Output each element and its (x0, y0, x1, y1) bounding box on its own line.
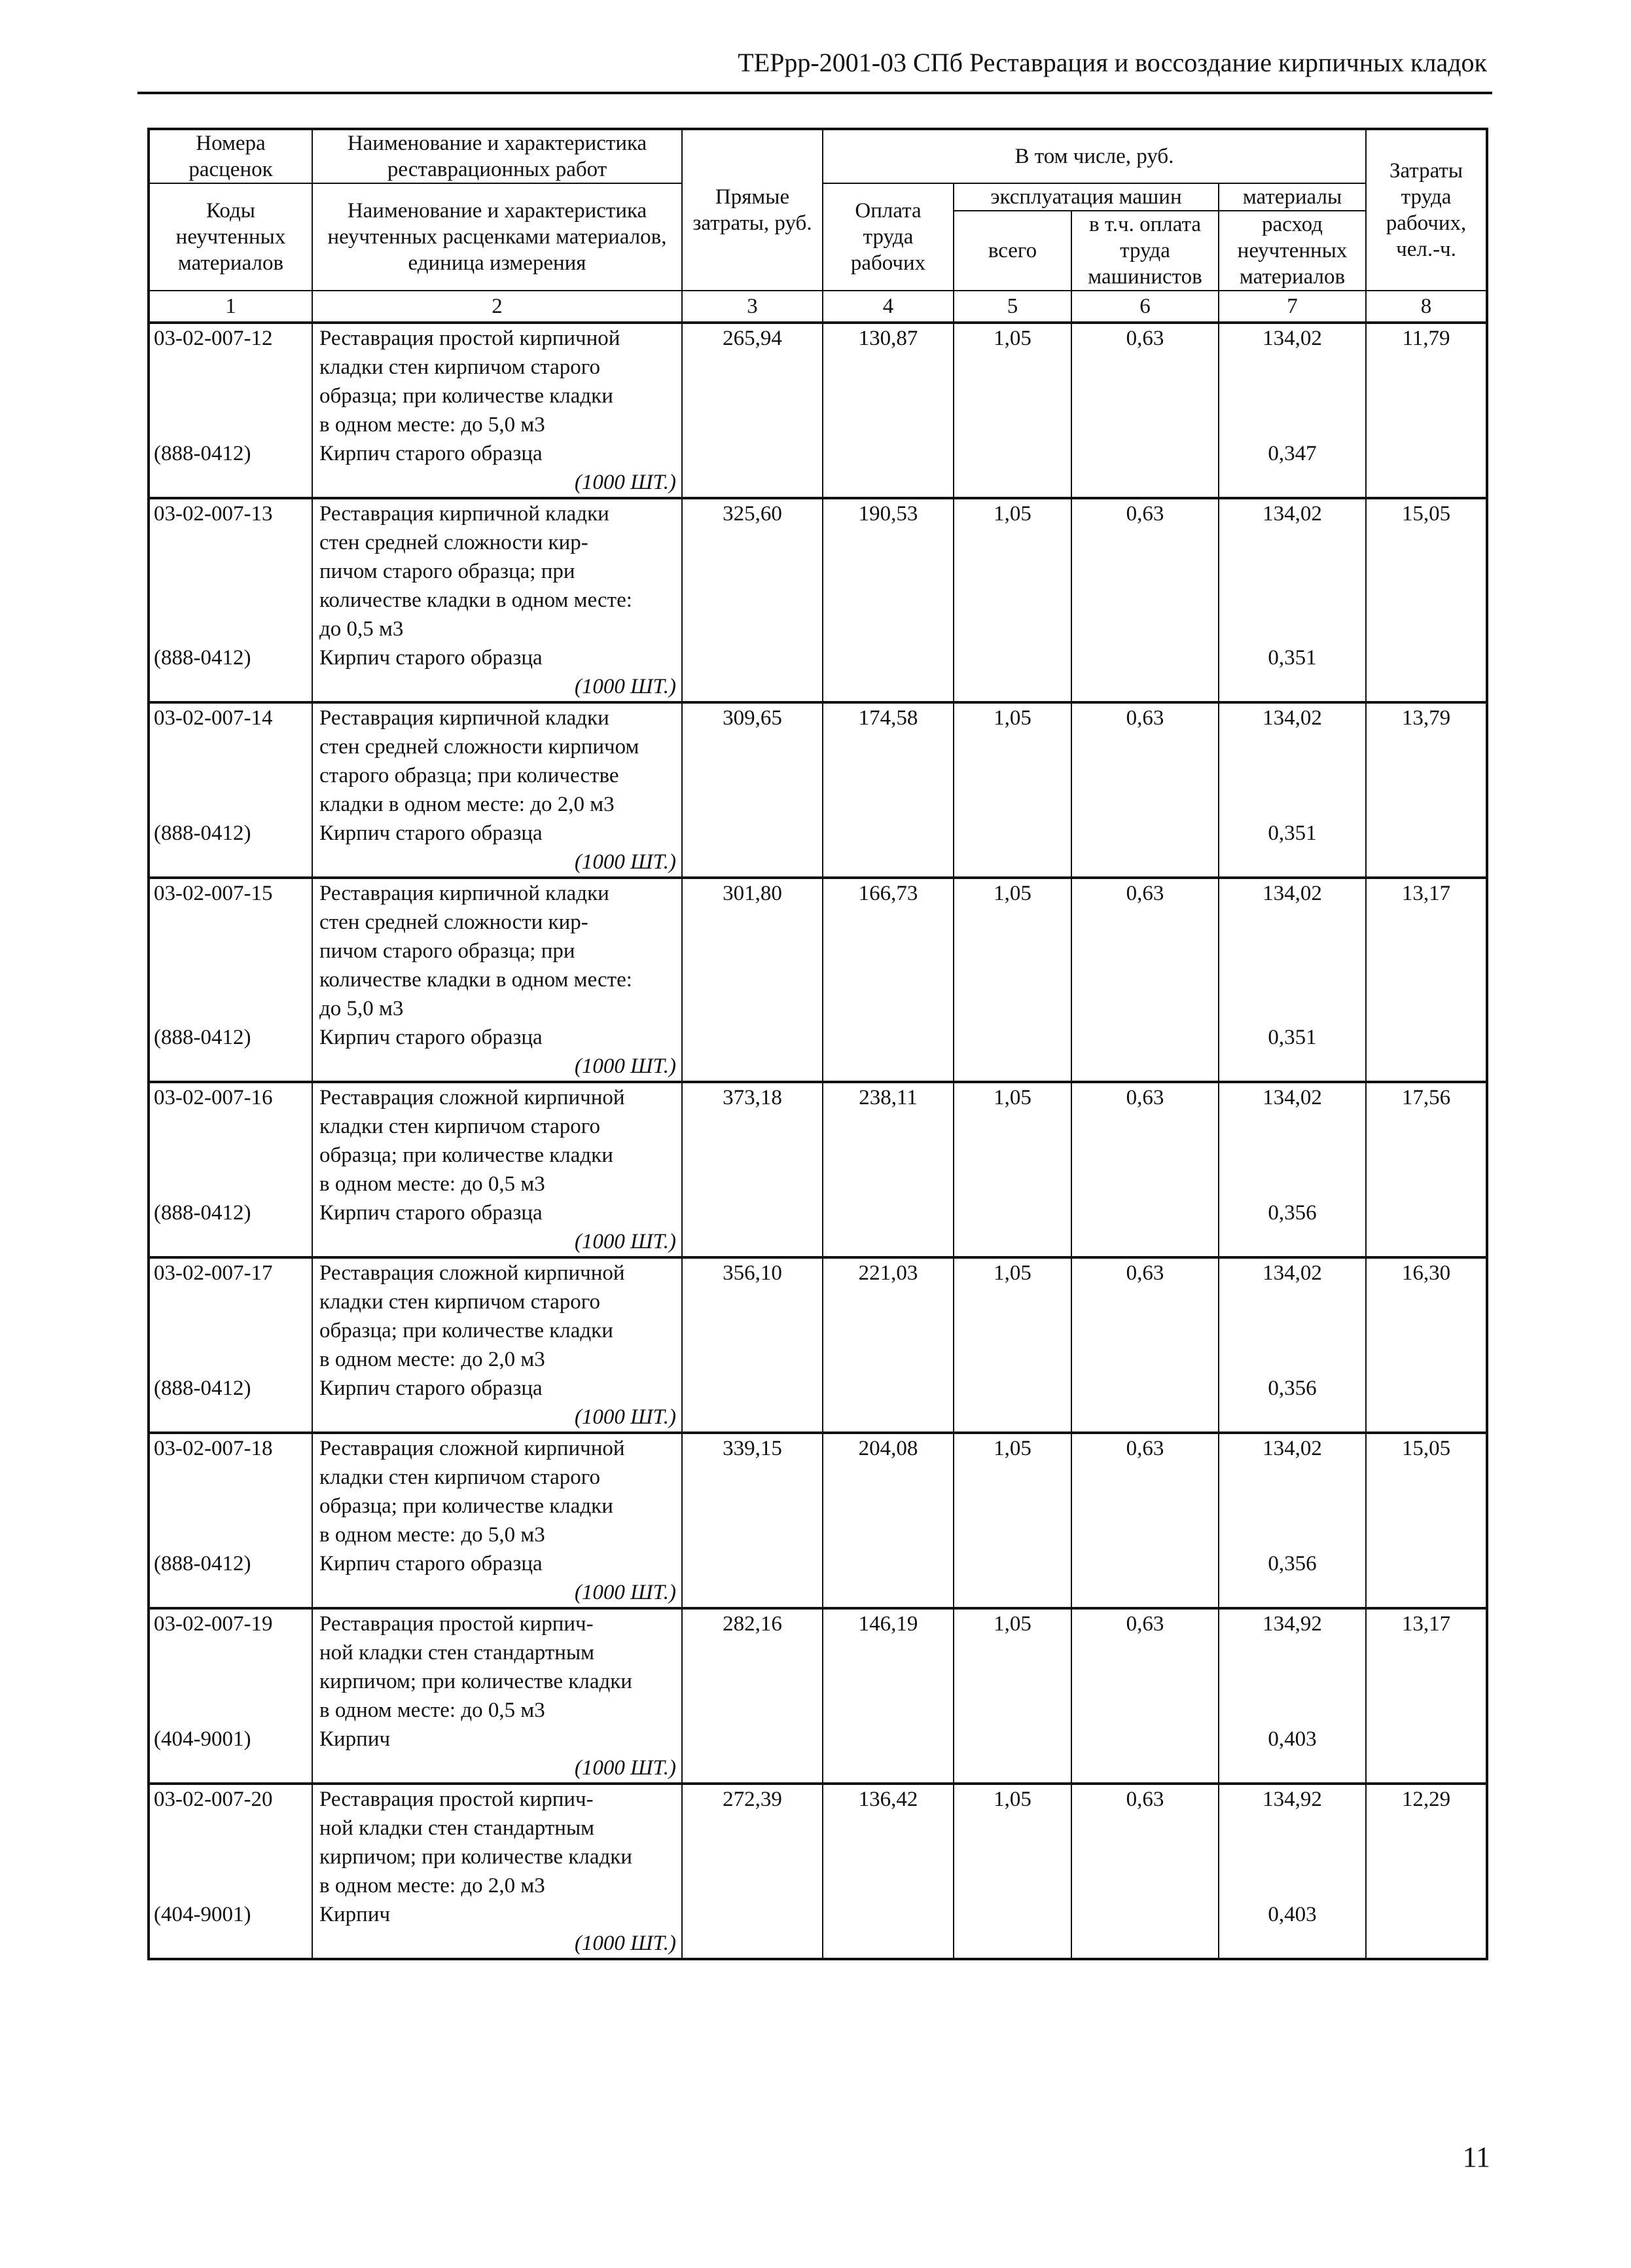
material-unit: (1000 ШТ.) (574, 1054, 676, 1078)
rate-name-line: Реставрация сложной кирпичной (319, 1086, 625, 1109)
header-including: В том числе, руб. (823, 129, 1366, 183)
machinist-pay-empty (1071, 1374, 1219, 1433)
material-quantity: 0,403 (1219, 1725, 1366, 1784)
rate-name-line: образца; при количестве кладки (319, 1494, 613, 1518)
material-quantity: 0,356 (1219, 1549, 1366, 1608)
rate-name-line: образца; при количестве кладки (319, 1319, 613, 1342)
labor-hours-value: 11,79 (1366, 323, 1487, 439)
material-name (312, 1900, 682, 1959)
header-materials: материалы (1219, 183, 1366, 211)
labor-hours-empty (1366, 1198, 1487, 1257)
rate-name-line: в одном месте: до 0,5 м3 (319, 1172, 545, 1196)
labor-hours-value: 13,17 (1366, 878, 1487, 1023)
machinist-pay-empty (1071, 1549, 1219, 1608)
column-number: 4 (823, 291, 954, 323)
machines-total-value: 1,05 (954, 323, 1071, 439)
material-row (149, 819, 1487, 878)
labor-pay-empty (823, 819, 954, 878)
materials-value: 134,02 (1219, 323, 1366, 439)
material-row (149, 643, 1487, 702)
labor-hours-value: 12,29 (1366, 1784, 1487, 1900)
direct-costs-value: 282,16 (682, 1608, 823, 1725)
column-number: 1 (149, 291, 312, 323)
labor-pay-value: 204,08 (823, 1433, 954, 1549)
column-number: 8 (1366, 291, 1487, 323)
rate-name (312, 1433, 682, 1549)
rate-name-line: до 0,5 м3 (319, 617, 404, 641)
rate-code: 03-02-007-18 (149, 1433, 312, 1549)
rate-name-line: стен средней сложности кирпичом (319, 735, 639, 759)
rate-name (312, 1784, 682, 1900)
labor-hours-value: 15,05 (1366, 1433, 1487, 1549)
rate-name (312, 1082, 682, 1198)
machinist-pay-value: 0,63 (1071, 1433, 1219, 1549)
direct-costs-value: 339,15 (682, 1433, 823, 1549)
labor-pay-value: 221,03 (823, 1257, 954, 1374)
direct-costs-value: 309,65 (682, 702, 823, 819)
material-unit: (1000 ШТ.) (574, 850, 676, 874)
rate-name-line: в одном месте: до 0,5 м3 (319, 1699, 545, 1722)
direct-costs-value: 325,60 (682, 498, 823, 643)
column-number: 2 (312, 291, 682, 323)
rate-name-line: Реставрация простой кирпич- (319, 1788, 594, 1811)
material-quantity: 0,351 (1219, 1023, 1366, 1082)
labor-pay-value: 166,73 (823, 878, 954, 1023)
materials-value: 134,92 (1219, 1784, 1366, 1900)
rate-name-line: пичом старого образца; при (319, 560, 575, 583)
machines-total-empty (954, 1198, 1071, 1257)
machines-total-value: 1,05 (954, 1608, 1071, 1725)
rate-row (149, 1082, 1487, 1198)
rate-group (149, 1608, 1487, 1784)
machinist-pay-value: 0,63 (1071, 1784, 1219, 1900)
labor-hours-empty (1366, 819, 1487, 878)
labor-pay-empty (823, 1725, 954, 1784)
header-rule (137, 92, 1492, 94)
material-code: (404-9001) (149, 1725, 312, 1784)
column-numbers-row (149, 291, 1487, 323)
material-name-text: Кирпич старого образца (319, 1377, 543, 1400)
direct-costs-value: 373,18 (682, 1082, 823, 1198)
materials-value: 134,02 (1219, 1082, 1366, 1198)
rate-code: 03-02-007-15 (149, 878, 312, 1023)
material-name-text: Кирпич (319, 1903, 391, 1926)
labor-pay-empty (823, 439, 954, 498)
material-row (149, 1198, 1487, 1257)
labor-hours-empty (1366, 1900, 1487, 1959)
rate-name-line: Реставрация простой кирпичной (319, 327, 620, 350)
material-code: (888-0412) (149, 1374, 312, 1433)
direct-costs-value: 265,94 (682, 323, 823, 439)
labor-pay-empty (823, 1900, 954, 1959)
rate-name-line: количестве кладки в одном месте: (319, 968, 632, 992)
machinist-pay-empty (1071, 819, 1219, 878)
rate-group (149, 1433, 1487, 1608)
material-row (149, 1374, 1487, 1433)
rate-group (149, 1257, 1487, 1433)
direct-costs-empty (682, 1198, 823, 1257)
rate-name-line: образца; при количестве кладки (319, 1143, 613, 1167)
machinist-pay-empty (1071, 1725, 1219, 1784)
material-name-text: Кирпич старого образца (319, 1201, 543, 1225)
materials-value: 134,02 (1219, 1433, 1366, 1549)
header-work-name: Наименование и характеристика реставрационных работ (312, 129, 682, 183)
direct-costs-empty (682, 1549, 823, 1608)
machines-total-empty (954, 439, 1071, 498)
machinist-pay-value: 0,63 (1071, 702, 1219, 819)
rate-name-line: в одном месте: до 2,0 м3 (319, 1348, 545, 1371)
labor-hours-value: 16,30 (1366, 1257, 1487, 1374)
material-name (312, 1198, 682, 1257)
material-name (312, 1725, 682, 1784)
material-name-text: Кирпич старого образца (319, 821, 543, 845)
material-code: (888-0412) (149, 1198, 312, 1257)
rate-row (149, 702, 1487, 819)
column-number: 3 (682, 291, 823, 323)
material-name-text: Кирпич старого образца (319, 442, 543, 465)
machinist-pay-empty (1071, 1900, 1219, 1959)
material-quantity: 0,356 (1219, 1374, 1366, 1433)
direct-costs-value: 301,80 (682, 878, 823, 1023)
direct-costs-empty (682, 643, 823, 702)
rate-name-line: в одном месте: до 5,0 м3 (319, 413, 545, 437)
labor-hours-empty (1366, 1725, 1487, 1784)
labor-pay-value: 136,42 (823, 1784, 954, 1900)
rate-name (312, 1257, 682, 1374)
labor-pay-empty (823, 643, 954, 702)
direct-costs-value: 356,10 (682, 1257, 823, 1374)
machinist-pay-value: 0,63 (1071, 1257, 1219, 1374)
rate-name-line: в одном месте: до 5,0 м3 (319, 1523, 545, 1547)
labor-pay-empty (823, 1549, 954, 1608)
header-machine-operation: эксплуатация машин (954, 183, 1219, 211)
machines-total-empty (954, 643, 1071, 702)
rate-group (149, 1082, 1487, 1257)
rate-name-line: кладки в одном месте: до 2,0 м3 (319, 793, 615, 816)
labor-pay-value: 146,19 (823, 1608, 954, 1725)
materials-value: 134,02 (1219, 498, 1366, 643)
rate-name (312, 1608, 682, 1725)
page-number: 11 (1462, 2141, 1490, 2173)
labor-hours-empty (1366, 439, 1487, 498)
material-name-text: Кирпич старого образца (319, 1552, 543, 1575)
material-unit: (1000 ШТ.) (574, 675, 676, 698)
material-quantity: 0,347 (1219, 439, 1366, 498)
machinist-pay-empty (1071, 643, 1219, 702)
labor-hours-empty (1366, 1374, 1487, 1433)
labor-hours-empty (1366, 643, 1487, 702)
rate-group (149, 878, 1487, 1082)
rate-name-line: Реставрация простой кирпич- (319, 1612, 594, 1636)
rate-row (149, 323, 1487, 439)
material-name-text: Кирпич старого образца (319, 646, 543, 670)
material-row (149, 1900, 1487, 1959)
labor-hours-empty (1366, 1549, 1487, 1608)
rate-name-line: кладки стен кирпичом старого (319, 355, 600, 379)
rate-code: 03-02-007-16 (149, 1082, 312, 1198)
direct-costs-empty (682, 819, 823, 878)
header-material-consumption: расход неучтенных материалов (1219, 211, 1366, 291)
material-row (149, 1023, 1487, 1082)
machinist-pay-value: 0,63 (1071, 1608, 1219, 1725)
rate-name-line: ной кладки стен стандартным (319, 1641, 594, 1665)
machines-total-empty (954, 1725, 1071, 1784)
rate-name-line: в одном месте: до 2,0 м3 (319, 1874, 545, 1898)
labor-hours-empty (1366, 1023, 1487, 1082)
rate-row (149, 498, 1487, 643)
price-table (147, 128, 1488, 1960)
column-number: 5 (954, 291, 1071, 323)
direct-costs-value: 272,39 (682, 1784, 823, 1900)
rate-name-line: Реставрация сложной кирпичной (319, 1437, 625, 1460)
rate-name-line: Реставрация кирпичной кладки (319, 706, 609, 730)
rate-name-line: количестве кладки в одном месте: (319, 588, 632, 612)
rate-group (149, 323, 1487, 498)
rate-name (312, 702, 682, 819)
header-machinist-pay: в т.ч. оплата труда машинистов (1071, 211, 1219, 291)
rate-group (149, 498, 1487, 702)
rate-row (149, 1433, 1487, 1549)
direct-costs-empty (682, 1725, 823, 1784)
material-name (312, 1549, 682, 1608)
material-code: (888-0412) (149, 643, 312, 702)
material-name-text: Кирпич старого образца (319, 1026, 543, 1049)
materials-value: 134,02 (1219, 702, 1366, 819)
labor-hours-value: 13,79 (1366, 702, 1487, 819)
column-number: 7 (1219, 291, 1366, 323)
direct-costs-empty (682, 1374, 823, 1433)
column-number: 6 (1071, 291, 1219, 323)
labor-pay-value: 238,11 (823, 1082, 954, 1198)
rate-code: 03-02-007-14 (149, 702, 312, 819)
material-name (312, 1374, 682, 1433)
direct-costs-empty (682, 1023, 823, 1082)
material-row (149, 439, 1487, 498)
rate-row (149, 1257, 1487, 1374)
machinist-pay-empty (1071, 1198, 1219, 1257)
labor-hours-value: 15,05 (1366, 498, 1487, 643)
rate-name-line: Реставрация кирпичной кладки (319, 502, 609, 526)
machines-total-value: 1,05 (954, 1257, 1071, 1374)
rate-row (149, 878, 1487, 1023)
rate-name-line: до 5,0 м3 (319, 997, 404, 1020)
material-quantity: 0,351 (1219, 643, 1366, 702)
material-name (312, 1023, 682, 1082)
rate-row (149, 1784, 1487, 1900)
rate-name-line: старого образца; при количестве (319, 764, 619, 787)
machinist-pay-value: 0,63 (1071, 878, 1219, 1023)
header-machines-total: всего (954, 211, 1071, 291)
materials-value: 134,02 (1219, 878, 1366, 1023)
header-labor-pay: Оплата труда рабочих (823, 183, 954, 291)
materials-value: 134,92 (1219, 1608, 1366, 1725)
rate-name-line: стен средней сложности кир- (319, 910, 588, 934)
header-material-name: Наименование и характеристика неучтенных расценками материалов, единица измерения (312, 183, 682, 291)
labor-pay-value: 190,53 (823, 498, 954, 643)
table-header (149, 129, 1487, 323)
labor-pay-value: 174,58 (823, 702, 954, 819)
material-unit: (1000 ШТ.) (574, 1581, 676, 1604)
machines-total-empty (954, 1023, 1071, 1082)
labor-hours-value: 17,56 (1366, 1082, 1487, 1198)
material-name (312, 819, 682, 878)
rate-code: 03-02-007-12 (149, 323, 312, 439)
rate-name (312, 878, 682, 1023)
rate-name-line: ной кладки стен стандартным (319, 1816, 594, 1840)
rate-name-line: образца; при количестве кладки (319, 384, 613, 408)
rate-name (312, 323, 682, 439)
machines-total-value: 1,05 (954, 878, 1071, 1023)
materials-value: 134,02 (1219, 1257, 1366, 1374)
rate-name-line: кирпичом; при количестве кладки (319, 1670, 632, 1693)
material-row (149, 1549, 1487, 1608)
material-unit: (1000 ШТ.) (574, 1756, 676, 1780)
labor-pay-empty (823, 1198, 954, 1257)
labor-pay-empty (823, 1023, 954, 1082)
rate-name-line: Реставрация кирпичной кладки (319, 882, 609, 905)
machines-total-empty (954, 1374, 1071, 1433)
material-quantity: 0,403 (1219, 1900, 1366, 1959)
material-code: (888-0412) (149, 1549, 312, 1608)
rate-code: 03-02-007-20 (149, 1784, 312, 1900)
material-code: (888-0412) (149, 439, 312, 498)
material-row (149, 1725, 1487, 1784)
machines-total-empty (954, 1549, 1071, 1608)
machinist-pay-value: 0,63 (1071, 498, 1219, 643)
rate-code: 03-02-007-19 (149, 1608, 312, 1725)
document-header-title: ТЕРрр-2001-03 СПб Реставрация и воссоздание кирпичных кладок (738, 48, 1487, 77)
header-labor-costs: Затраты труда рабочих, чел.-ч. (1366, 129, 1487, 291)
machines-total-empty (954, 819, 1071, 878)
material-unit: (1000 ШТ.) (574, 1405, 676, 1429)
machines-total-value: 1,05 (954, 1082, 1071, 1198)
rate-code: 03-02-007-17 (149, 1257, 312, 1374)
material-code: (888-0412) (149, 1023, 312, 1082)
machinist-pay-empty (1071, 1023, 1219, 1082)
rate-name-line: пичом старого образца; при (319, 939, 575, 963)
material-code: (888-0412) (149, 819, 312, 878)
machines-total-value: 1,05 (954, 1784, 1071, 1900)
machines-total-value: 1,05 (954, 498, 1071, 643)
material-name (312, 643, 682, 702)
rate-code: 03-02-007-13 (149, 498, 312, 643)
rate-group (149, 702, 1487, 878)
machines-total-value: 1,05 (954, 702, 1071, 819)
rate-name-line: кирпичом; при количестве кладки (319, 1845, 632, 1869)
material-unit: (1000 ШТ.) (574, 471, 676, 494)
material-quantity: 0,351 (1219, 819, 1366, 878)
labor-pay-value: 130,87 (823, 323, 954, 439)
material-name-text: Кирпич (319, 1727, 391, 1751)
rate-name-line: стен средней сложности кир- (319, 531, 588, 554)
rate-name-line: кладки стен кирпичом старого (319, 1290, 600, 1314)
material-code: (404-9001) (149, 1900, 312, 1959)
rate-group (149, 1784, 1487, 1959)
header-material-codes: Коды неучтенных материалов (149, 183, 312, 291)
machines-total-value: 1,05 (954, 1433, 1071, 1549)
labor-hours-value: 13,17 (1366, 1608, 1487, 1725)
header-rate-numbers: Номера расценок (149, 129, 312, 183)
rate-name-line: кладки стен кирпичом старого (319, 1115, 600, 1138)
header-direct-costs: Прямые затраты, руб. (682, 129, 823, 291)
direct-costs-empty (682, 439, 823, 498)
machines-total-empty (954, 1900, 1071, 1959)
rate-row (149, 1608, 1487, 1725)
rate-name-line: Реставрация сложной кирпичной (319, 1261, 625, 1285)
direct-costs-empty (682, 1900, 823, 1959)
rate-name-line: кладки стен кирпичом старого (319, 1466, 600, 1489)
machinist-pay-value: 0,63 (1071, 1082, 1219, 1198)
material-unit: (1000 ШТ.) (574, 1932, 676, 1955)
machinist-pay-value: 0,63 (1071, 323, 1219, 439)
material-unit: (1000 ШТ.) (574, 1230, 676, 1253)
material-name (312, 439, 682, 498)
material-quantity: 0,356 (1219, 1198, 1366, 1257)
rate-name (312, 498, 682, 643)
labor-pay-empty (823, 1374, 954, 1433)
machinist-pay-empty (1071, 439, 1219, 498)
